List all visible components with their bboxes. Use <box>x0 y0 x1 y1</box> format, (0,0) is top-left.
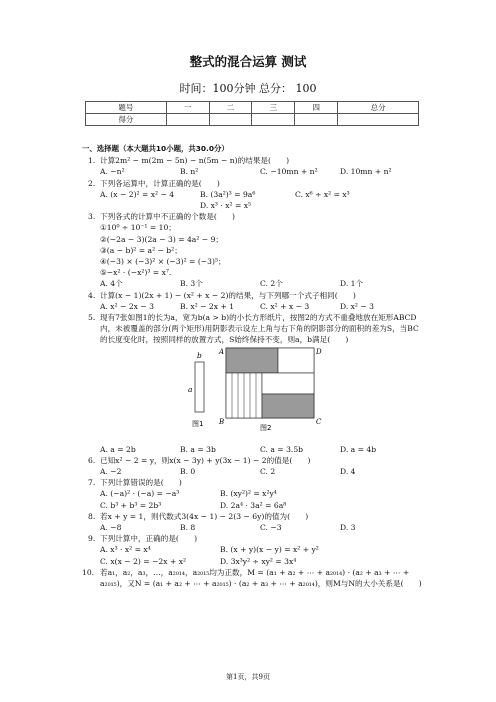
option-a[interactable]: A. −8 <box>100 523 122 533</box>
option-d[interactable]: D. x² − 3 <box>340 301 374 311</box>
section-heading: 一、选择题（本大题共10小题，共30.0分） <box>82 144 229 153</box>
option-b[interactable]: B. x² − 2x + 1 <box>180 301 235 311</box>
fig2-block-middle <box>262 373 314 394</box>
option-b[interactable]: B. 3个 <box>180 279 203 289</box>
question-number: 10. <box>82 567 95 577</box>
option-row <box>82 189 422 200</box>
option-d[interactable]: D. 10mn + n² <box>340 167 392 177</box>
question <box>82 511 422 522</box>
option-row <box>82 166 422 177</box>
statement-line: ④(−3) × (−3)² × (−3)² = (−3)⁵； <box>100 257 226 267</box>
statement-line: ③(a − b)² = a² − b²； <box>100 245 182 255</box>
question <box>82 178 422 189</box>
corner-c: C <box>316 417 322 426</box>
option-a[interactable]: A. a = 2b <box>100 444 136 454</box>
score-table-header-row <box>86 102 419 114</box>
fig2-shade-bottom-right <box>262 394 314 418</box>
figure-svg <box>82 346 422 456</box>
option-d[interactable]: D. 3 <box>340 523 356 533</box>
option-a[interactable]: A. −2 <box>100 467 122 477</box>
question-stem: 下列各式的计算中不正确的个数是( ) <box>100 212 236 222</box>
question-stem: 已知x² − 2 = y，则x(x − 3y) + y(3x − 1) − 2的值是( ) <box>100 455 311 465</box>
option-row <box>82 466 422 477</box>
option-c[interactable]: C. 2个 <box>260 279 283 289</box>
score-header-cell: 二 <box>209 102 252 114</box>
question-stem: 下列各运算中，计算正确的是( ) <box>100 178 220 188</box>
option-c[interactable]: C. b³ + b³ = 2b³ <box>100 500 162 510</box>
fig2-shade-top-left <box>226 348 278 373</box>
question <box>82 567 422 589</box>
question-stem: 若a₁，a₂，a₃，…，a₂₀₁₄，a₂₀₁₅均为正数，M = (a₁ + a₂ + ⋯ + a₂₀₁₄) · (a₂ + a₃ + ⋯ + a₂₀₁₅)，又N = (a₁ + a₂ + ⋯ + a₂₀₁₅) · (a₂ + a₃ + ⋯ + a₂₀₁₄)，则M与N的大小关系是( ) <box>100 567 422 589</box>
question-number: 6. <box>88 455 96 465</box>
figure-area <box>82 346 422 456</box>
question <box>82 533 422 544</box>
question <box>82 455 422 466</box>
option-d[interactable]: D. 1个 <box>340 279 364 289</box>
corner-b: B <box>219 417 225 426</box>
score-header-cell: 总分 <box>338 102 419 114</box>
option-c[interactable]: C. −10mn + n² <box>260 167 318 177</box>
score-table <box>85 101 419 126</box>
question-number: 2. <box>88 178 96 188</box>
option-row <box>82 500 422 511</box>
question <box>82 312 422 346</box>
question-stem: 若x + y = 1，则代数式3(4x − 1) − 2(3 − 6y)的值为( ) <box>100 511 309 521</box>
option-row <box>82 488 422 499</box>
option-a[interactable]: A. (−a)² · (−a) = −a³ <box>100 489 180 499</box>
score-cell <box>209 114 252 126</box>
option-d[interactable]: D. x³ · x² = x⁵ <box>200 201 252 211</box>
option-row <box>82 301 422 312</box>
option-c[interactable]: C. 2 <box>260 467 276 477</box>
page-title: 整式的混合运算 测试 <box>189 54 307 69</box>
option-b[interactable]: B. n² <box>180 167 199 177</box>
option-c[interactable]: C. −3 <box>260 523 282 533</box>
score-header-cell: 题号 <box>86 102 167 114</box>
page-footer: 第1页，共9页 <box>226 673 270 681</box>
question-stem: 下列计算错误的是( ) <box>100 478 182 488</box>
question <box>82 477 422 488</box>
page-subtitle: 时间：100分钟 总分： 100 <box>179 82 317 95</box>
exam-body <box>82 143 422 589</box>
corner-a: A <box>219 347 225 356</box>
option-a[interactable]: A. −n² <box>100 167 125 177</box>
option-b[interactable]: B. (xy²)² = x²y⁴ <box>220 489 277 499</box>
option-d[interactable]: D. 3x³y² ÷ xy² = 3x⁴ <box>220 556 297 566</box>
question <box>82 211 422 222</box>
fig1-caption: 图1 <box>192 419 204 428</box>
fig2-caption: 图2 <box>260 423 272 432</box>
statement-line: ⑤−x² · (−x²)³ = x⁷. <box>100 268 172 278</box>
option-b[interactable]: B. 0 <box>180 467 196 477</box>
fig1-rectangle <box>195 362 204 412</box>
score-cell <box>166 114 209 126</box>
score-header-cell: 四 <box>295 102 338 114</box>
score-cell <box>338 114 419 126</box>
corner-d: D <box>316 347 322 356</box>
option-d[interactable]: D. a = 4b <box>340 444 377 454</box>
score-cell <box>252 114 295 126</box>
option-b[interactable]: B. (x + y)(x − y) = x² + y² <box>220 545 319 555</box>
option-c[interactable]: C. x² + x − 3 <box>260 301 310 311</box>
question-number: 8. <box>88 511 96 521</box>
question-number: 1. <box>88 156 96 166</box>
option-a[interactable]: A. x³ · x² = x⁴ <box>100 545 151 555</box>
question-stem: 计算2m² − m(2m − 5n) − n(5m − n)的结果是( ) <box>100 156 290 166</box>
fig1-label-a: a <box>188 384 193 394</box>
question-number: 3. <box>88 212 96 222</box>
score-header-cell: 一 <box>166 102 209 114</box>
question-number: 5. <box>88 313 96 323</box>
question-number: 7. <box>88 478 96 488</box>
question <box>82 290 422 301</box>
statement-line: ①10⁰ ÷ 10⁻¹ = 10； <box>100 223 176 233</box>
score-cell <box>295 114 338 126</box>
option-b[interactable]: B. a = 3b <box>180 444 216 454</box>
statement-line: ②(−2a − 3)(2a − 3) = 4a² − 9； <box>100 234 223 244</box>
score-table-score-row <box>86 114 419 126</box>
fig1-label-b: b <box>197 350 202 360</box>
option-b[interactable]: B. 8 <box>180 523 196 533</box>
question-stem: 下列计算中，正确的是( ) <box>100 534 198 544</box>
option-d[interactable]: D. 2a⁴ · 3a² = 6a⁸ <box>220 500 287 510</box>
question-stem: 计算(x − 1)(2x + 1) − (x² + x − 2)的结果，与下列哪一个式子相同( ) <box>100 290 356 300</box>
option-a[interactable]: A. 4个 <box>100 279 123 289</box>
option-row <box>82 278 422 289</box>
score-header-cell: 三 <box>252 102 295 114</box>
option-a[interactable]: A. (x − 2)² = x² − 4 <box>100 189 175 199</box>
option-c[interactable]: C. x⁶ ÷ x² = x³ <box>295 189 350 199</box>
question <box>82 155 422 166</box>
score-row-label: 得分 <box>86 114 167 126</box>
option-row <box>82 200 422 211</box>
option-b[interactable]: B. (3a²)³ = 9a⁶ <box>200 189 256 199</box>
option-c[interactable]: C. a = 3.5b <box>260 444 304 454</box>
option-a[interactable]: A. x² − 2x − 3 <box>100 301 154 311</box>
fig2-block-top-right <box>278 348 314 373</box>
option-row <box>82 522 422 533</box>
question-number: 9. <box>88 534 96 544</box>
question-number: 4. <box>88 290 96 300</box>
option-d[interactable]: D. 4 <box>340 467 356 477</box>
option-row <box>82 544 422 555</box>
option-row <box>82 556 422 567</box>
option-c[interactable]: C. x(x − 2) = −2x + x² <box>100 556 187 566</box>
question-stem: 现有7张如图1的长为a，宽为b(a > b)的小长方形纸片，按图2的方式不重叠地放在矩形ABCD内，未被覆盖的部分(两个矩形)用阴影表示设左上角与右下角的阴影部分的面积的差为S，当BC的长度变化时，按照同样的放置方式，S始终保持不变，则a，b满足( ) <box>100 313 419 345</box>
